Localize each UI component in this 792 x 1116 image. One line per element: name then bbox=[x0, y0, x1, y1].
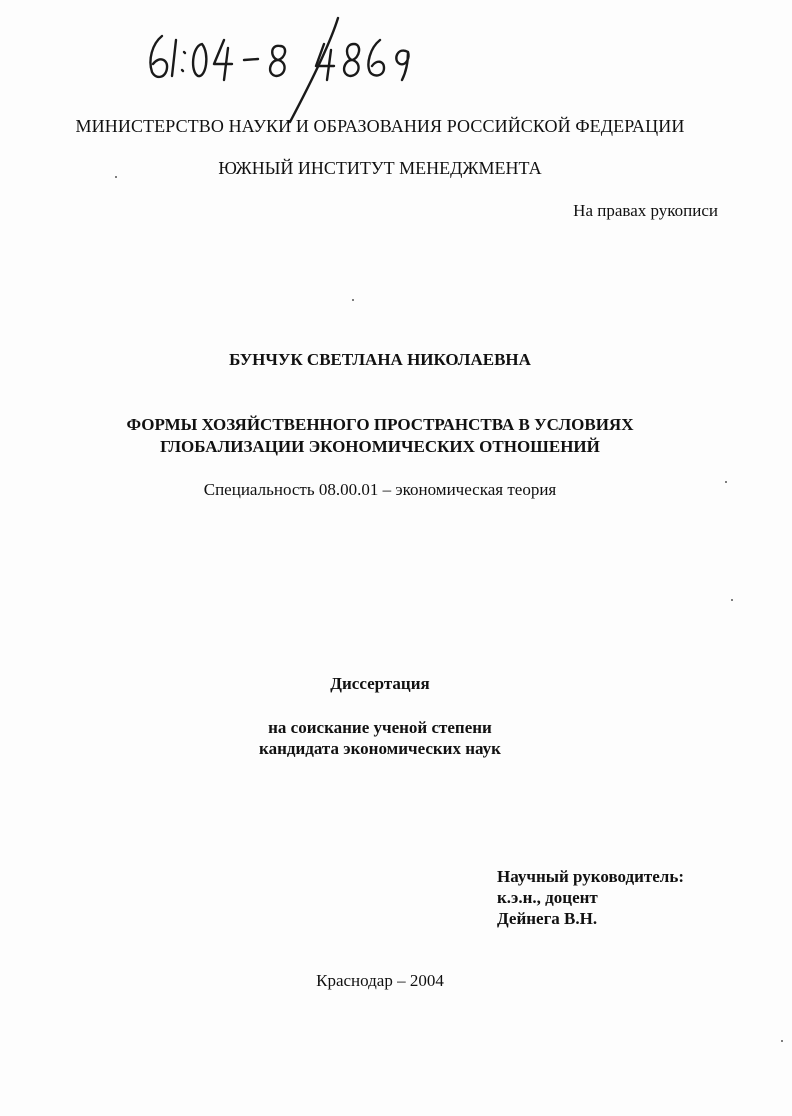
author-name: БУНЧУК СВЕТЛАНА НИКОЛАЕВНА bbox=[229, 350, 531, 369]
supervisor-rank: к.э.н., доцент bbox=[497, 888, 598, 907]
scan-speck bbox=[725, 481, 727, 483]
specialty-line: Специальность 08.00.01 – экономическая теория bbox=[203, 480, 557, 499]
institute-name: ЮЖНЫЙ ИНСТИТУТ МЕНЕДЖМЕНТА bbox=[218, 158, 542, 178]
work-type-heading: Диссертация bbox=[330, 674, 430, 693]
supervisor-block bbox=[497, 866, 684, 929]
place-and-year: Краснодар – 2004 bbox=[316, 971, 444, 990]
dissertation-title-line-2: ГЛОБАЛИЗАЦИИ ЭКОНОМИЧЕСКИХ ОТНОШЕНИЙ bbox=[160, 437, 600, 456]
degree-line-2: кандидата экономических наук bbox=[259, 739, 501, 758]
supervisor-label: Научный руководитель: bbox=[497, 867, 684, 886]
supervisor-name: Дейнега В.Н. bbox=[497, 909, 598, 928]
scan-speck bbox=[781, 1040, 783, 1042]
scan-speck bbox=[115, 176, 117, 178]
scan-speck bbox=[352, 299, 354, 301]
scan-speck bbox=[731, 599, 733, 601]
degree-line-1: на соискание ученой степени bbox=[268, 718, 492, 737]
manuscript-rights-note: На правах рукописи bbox=[573, 201, 718, 220]
dissertation-title-line-1: ФОРМЫ ХОЗЯЙСТВЕННОГО ПРОСТРАНСТВА В УСЛОВИЯХ bbox=[126, 415, 634, 434]
ministry-name: МИНИСТЕРСТВО НАУКИ И ОБРАЗОВАНИЯ РОССИЙСКОЙ ФЕДЕРАЦИИ bbox=[75, 116, 685, 136]
